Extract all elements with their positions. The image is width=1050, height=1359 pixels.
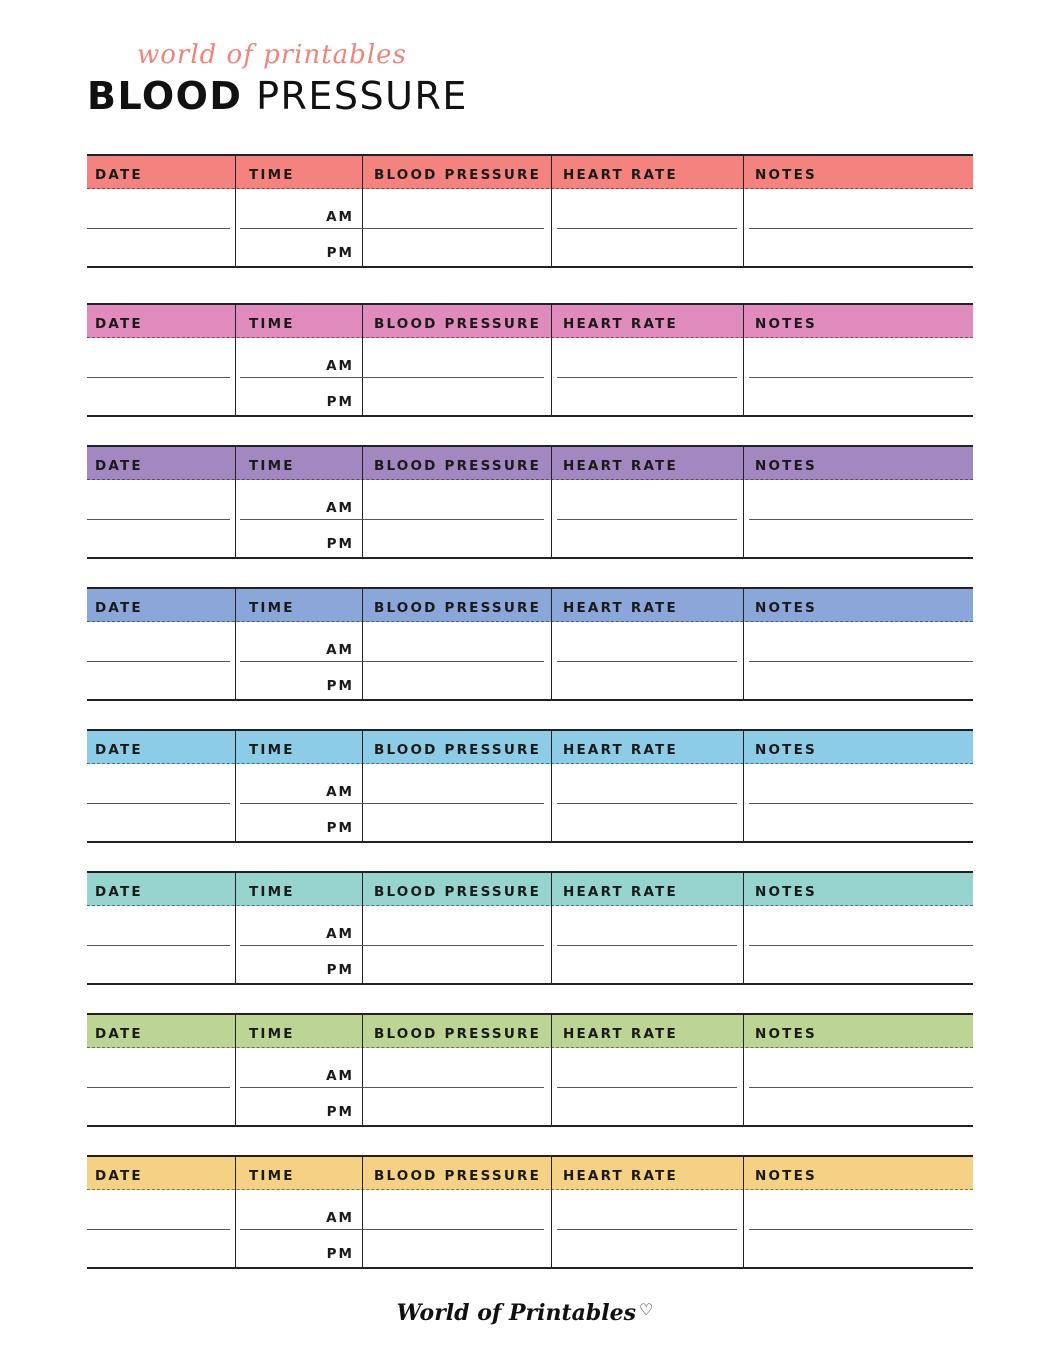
- write-line: [557, 1087, 737, 1088]
- column-divider: [551, 587, 552, 700]
- write-line: [87, 661, 230, 662]
- column-label: TIME: [249, 458, 295, 474]
- write-line: [240, 661, 383, 662]
- write-line: [749, 519, 973, 520]
- write-line: [366, 1229, 544, 1230]
- header-row: [87, 871, 973, 906]
- header-row: [87, 1155, 973, 1190]
- write-line: [557, 1229, 737, 1230]
- write-line: [557, 803, 737, 804]
- header-row: [87, 729, 973, 764]
- column-label: TIME: [249, 1168, 295, 1184]
- column-divider: [551, 729, 552, 842]
- write-line: [749, 1087, 973, 1088]
- write-line: [87, 945, 230, 946]
- write-line: [749, 377, 973, 378]
- column-divider: [551, 871, 552, 984]
- write-line: [557, 661, 737, 662]
- column-divider: [551, 154, 552, 267]
- page-title: [87, 74, 468, 118]
- pm-label: PM: [326, 962, 354, 978]
- write-line: [240, 1087, 383, 1088]
- header-row: [87, 445, 973, 480]
- column-divider: [743, 154, 744, 267]
- write-line: [557, 377, 737, 378]
- write-line: [557, 228, 737, 229]
- write-line: [366, 661, 544, 662]
- column-divider: [743, 445, 744, 558]
- write-line: [240, 945, 383, 946]
- column-label: TIME: [249, 1026, 295, 1042]
- column-label: BLOOD PRESSURE: [374, 1026, 541, 1042]
- column-label: HEART RATE: [563, 1026, 678, 1042]
- block-bottom-line: [87, 699, 973, 701]
- column-divider: [362, 154, 363, 267]
- block-bottom-line: [87, 266, 973, 268]
- column-label: HEART RATE: [563, 1168, 678, 1184]
- pm-label: PM: [326, 394, 354, 410]
- write-line: [557, 945, 737, 946]
- write-line: [87, 1087, 230, 1088]
- header-row: [87, 1013, 973, 1048]
- write-line: [749, 1229, 973, 1230]
- column-label: DATE: [95, 1026, 143, 1042]
- brand-script-logo: world of printables: [137, 40, 407, 70]
- column-label: DATE: [95, 884, 143, 900]
- write-line: [366, 803, 544, 804]
- write-line: [87, 803, 230, 804]
- log-block: [87, 154, 973, 267]
- column-label: BLOOD PRESSURE: [374, 742, 541, 758]
- title-bold: BLOOD: [87, 74, 243, 118]
- am-label: AM: [326, 209, 354, 225]
- pm-label: PM: [326, 678, 354, 694]
- footer-brand: [0, 1300, 1050, 1326]
- am-label: AM: [326, 1210, 354, 1226]
- column-divider: [743, 729, 744, 842]
- column-divider: [362, 1013, 363, 1126]
- footer-brand-text: World of Printables: [396, 1300, 637, 1326]
- column-label: NOTES: [755, 884, 817, 900]
- column-label: BLOOD PRESSURE: [374, 458, 541, 474]
- write-line: [366, 1087, 544, 1088]
- am-label: AM: [326, 926, 354, 942]
- column-label: NOTES: [755, 600, 817, 616]
- column-divider: [362, 1155, 363, 1268]
- column-divider: [743, 1013, 744, 1126]
- column-divider: [743, 303, 744, 416]
- am-label: AM: [326, 1068, 354, 1084]
- column-label: NOTES: [755, 167, 817, 183]
- block-bottom-line: [87, 557, 973, 559]
- column-divider: [743, 871, 744, 984]
- column-label: BLOOD PRESSURE: [374, 600, 541, 616]
- write-line: [87, 1229, 230, 1230]
- column-label: DATE: [95, 600, 143, 616]
- am-label: AM: [326, 642, 354, 658]
- write-line: [240, 228, 383, 229]
- am-label: AM: [326, 500, 354, 516]
- column-label: DATE: [95, 316, 143, 332]
- column-label: DATE: [95, 1168, 143, 1184]
- write-line: [366, 228, 544, 229]
- write-line: [557, 519, 737, 520]
- column-label: BLOOD PRESSURE: [374, 316, 541, 332]
- block-bottom-line: [87, 841, 973, 843]
- block-bottom-line: [87, 1267, 973, 1269]
- column-divider: [362, 445, 363, 558]
- log-block: [87, 303, 973, 416]
- write-line: [240, 1229, 383, 1230]
- write-line: [366, 519, 544, 520]
- pm-label: PM: [326, 536, 354, 552]
- column-label: DATE: [95, 458, 143, 474]
- column-divider: [743, 587, 744, 700]
- block-bottom-line: [87, 983, 973, 985]
- write-line: [240, 377, 383, 378]
- column-label: TIME: [249, 167, 295, 183]
- column-label: BLOOD PRESSURE: [374, 884, 541, 900]
- write-line: [749, 803, 973, 804]
- write-line: [749, 228, 973, 229]
- column-label: NOTES: [755, 1168, 817, 1184]
- write-line: [87, 228, 230, 229]
- column-label: DATE: [95, 742, 143, 758]
- pm-label: PM: [326, 1246, 354, 1262]
- block-bottom-line: [87, 1125, 973, 1127]
- write-line: [87, 519, 230, 520]
- column-label: HEART RATE: [563, 742, 678, 758]
- am-label: AM: [326, 784, 354, 800]
- heart-icon: ♡: [639, 1300, 654, 1319]
- column-divider: [551, 1155, 552, 1268]
- column-label: HEART RATE: [563, 600, 678, 616]
- column-label: NOTES: [755, 1026, 817, 1042]
- log-block: [87, 871, 973, 984]
- write-line: [240, 803, 383, 804]
- header-row: [87, 154, 973, 189]
- column-label: TIME: [249, 742, 295, 758]
- write-line: [749, 945, 973, 946]
- column-label: NOTES: [755, 742, 817, 758]
- column-label: HEART RATE: [563, 167, 678, 183]
- am-label: AM: [326, 358, 354, 374]
- write-line: [87, 377, 230, 378]
- pm-label: PM: [326, 1104, 354, 1120]
- column-divider: [362, 303, 363, 416]
- log-block: [87, 1013, 973, 1126]
- column-label: TIME: [249, 600, 295, 616]
- block-bottom-line: [87, 415, 973, 417]
- header-row: [87, 587, 973, 622]
- log-block: [87, 729, 973, 842]
- log-block: [87, 445, 973, 558]
- column-divider: [362, 871, 363, 984]
- column-divider: [551, 445, 552, 558]
- column-label: DATE: [95, 167, 143, 183]
- column-divider: [362, 729, 363, 842]
- log-block: [87, 587, 973, 700]
- header-row: [87, 303, 973, 338]
- column-label: TIME: [249, 316, 295, 332]
- column-label: NOTES: [755, 458, 817, 474]
- column-divider: [362, 587, 363, 700]
- write-line: [749, 661, 973, 662]
- log-block: [87, 1155, 973, 1268]
- column-divider: [551, 303, 552, 416]
- column-divider: [551, 1013, 552, 1126]
- write-line: [366, 945, 544, 946]
- column-divider: [743, 1155, 744, 1268]
- column-label: TIME: [249, 884, 295, 900]
- column-label: NOTES: [755, 316, 817, 332]
- column-label: HEART RATE: [563, 884, 678, 900]
- write-line: [366, 377, 544, 378]
- write-line: [240, 519, 383, 520]
- column-label: HEART RATE: [563, 458, 678, 474]
- pm-label: PM: [326, 245, 354, 261]
- column-label: HEART RATE: [563, 316, 678, 332]
- column-label: BLOOD PRESSURE: [374, 1168, 541, 1184]
- column-label: BLOOD PRESSURE: [374, 167, 541, 183]
- title-regular: PRESSURE: [256, 74, 468, 118]
- pm-label: PM: [326, 820, 354, 836]
